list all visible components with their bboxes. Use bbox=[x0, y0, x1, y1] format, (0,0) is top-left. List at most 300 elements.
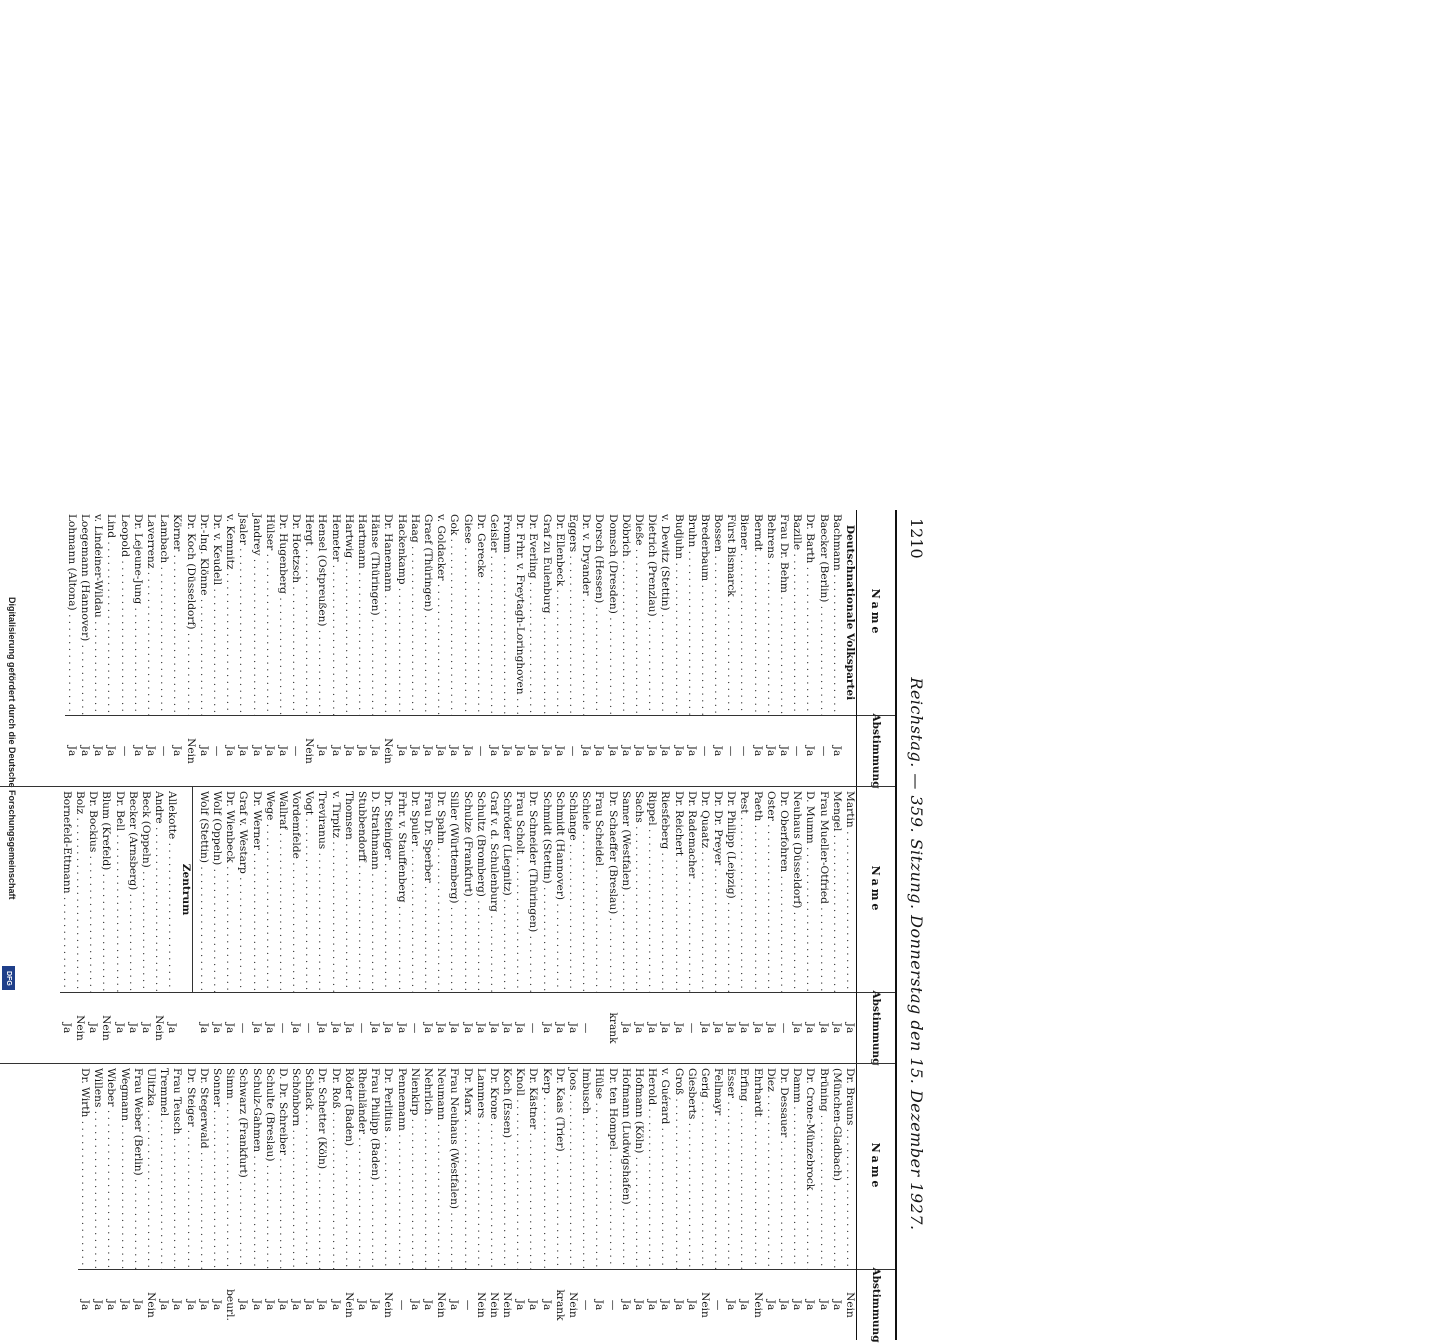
table-row bbox=[197, 1064, 210, 1340]
table-row bbox=[236, 787, 249, 1063]
table-row bbox=[658, 787, 671, 1063]
vote-value: Ja bbox=[778, 745, 791, 757]
column-header bbox=[856, 1064, 895, 1343]
member-name: Gok . . . bbox=[447, 510, 460, 716]
table-row bbox=[126, 787, 139, 1063]
vote-value: Ja bbox=[303, 1299, 316, 1311]
member-name: Dr. Frhr. v. Freytagh-Loringhoven . . . bbox=[513, 510, 526, 716]
member-name: Hofmann (Ludwigshafen) . . . bbox=[619, 1064, 632, 1270]
table-row bbox=[764, 510, 777, 786]
table-row bbox=[276, 510, 289, 786]
member-name: Groß . . . bbox=[671, 1064, 684, 1270]
table-row bbox=[711, 510, 724, 786]
member-name: Dr. Rademacher . . . bbox=[685, 787, 698, 993]
member-name: Ulitzka . . . bbox=[144, 1064, 157, 1270]
party-name: Deutschnationale Volkspartei bbox=[843, 510, 856, 716]
member-name: Pennemann . . . bbox=[394, 1064, 407, 1270]
table-row bbox=[513, 1064, 526, 1340]
vote-value: Ja bbox=[804, 1022, 817, 1034]
member-name: Blum (Krefeld) . . . bbox=[99, 787, 112, 993]
member-name: Rippel . . . bbox=[645, 787, 658, 993]
vote-value: Ja bbox=[131, 745, 144, 757]
vote-value: Ja bbox=[435, 1022, 448, 1034]
member-name: Wolf (Stettin) . . . bbox=[197, 787, 210, 993]
vote-value: — bbox=[778, 1022, 791, 1034]
member-name: Stubbendorff . . . bbox=[355, 787, 368, 993]
member-name: Dr. Kaas (Trier) . . . bbox=[553, 1064, 566, 1270]
vote-value: Ja bbox=[79, 745, 92, 757]
table-row bbox=[843, 787, 856, 1063]
vote-value: Ja bbox=[197, 1022, 210, 1034]
table-row bbox=[605, 1064, 618, 1340]
vote-value: Ja bbox=[540, 1022, 553, 1034]
vote-header: Abstimmung bbox=[870, 1267, 882, 1343]
vote-value: Ja bbox=[105, 1299, 118, 1311]
vote-value: Nein bbox=[153, 1015, 166, 1041]
table-row bbox=[790, 787, 803, 1063]
member-name: Dr. Wirth . . . bbox=[78, 1064, 91, 1270]
vote-value bbox=[843, 716, 856, 786]
table-row bbox=[751, 1064, 764, 1340]
table-row bbox=[579, 1064, 592, 1340]
vote-value: Ja bbox=[224, 1022, 237, 1034]
member-name: Dr. Marx . . . bbox=[460, 1064, 473, 1270]
table-row bbox=[197, 510, 210, 786]
vote-value: Ja bbox=[514, 1299, 527, 1311]
vote-value: Ja bbox=[290, 1299, 303, 1311]
vote-value bbox=[178, 993, 191, 1063]
member-name: Domsch (Dresden) . . . bbox=[605, 510, 618, 716]
table-row bbox=[99, 787, 112, 1063]
member-name: Knoll . . . bbox=[513, 1064, 526, 1270]
vote-value: Ja bbox=[422, 745, 434, 757]
vote-value: — bbox=[276, 1022, 289, 1034]
member-name: Dr. Spahn . . . bbox=[434, 787, 447, 993]
vote-value: Ja bbox=[804, 1299, 817, 1311]
member-name: Schulz-Gahmen . . . bbox=[249, 1064, 262, 1270]
vote-value: Ja bbox=[672, 745, 685, 757]
member-name: Dr. ten Hompel . . . bbox=[605, 1064, 618, 1270]
member-name: Lambach . . . bbox=[157, 510, 170, 716]
member-name: Hemeter . . . bbox=[329, 510, 342, 716]
table-row bbox=[764, 1064, 777, 1340]
table-row bbox=[157, 1064, 170, 1340]
vote-value: Ja bbox=[250, 745, 263, 757]
table-row bbox=[698, 787, 711, 1063]
vote-value: Ja bbox=[461, 745, 474, 757]
table-row bbox=[263, 510, 276, 786]
table-row bbox=[223, 510, 236, 786]
vote-value: beurl. bbox=[224, 1289, 237, 1321]
table-row bbox=[460, 510, 473, 786]
member-name: v. Lindeiner-Wildau . . . bbox=[91, 510, 104, 716]
table-row bbox=[830, 1064, 843, 1340]
table-row bbox=[447, 1064, 460, 1340]
vote-value: Ja bbox=[553, 745, 566, 757]
vote-value: Ja bbox=[329, 1022, 342, 1034]
vote-header: Abstimmung bbox=[870, 713, 882, 789]
member-name: Dr. Dr. Preyer . . . bbox=[711, 787, 724, 993]
vote-value: Ja bbox=[79, 1299, 92, 1311]
member-name: Körner . . . bbox=[170, 510, 183, 716]
table-row bbox=[553, 787, 566, 1063]
member-name: Martin . . . bbox=[843, 787, 856, 993]
member-name: Sonner . . . bbox=[210, 1064, 223, 1270]
name-header: Name bbox=[857, 510, 895, 716]
member-name: Kerp . . . bbox=[540, 1064, 553, 1270]
member-name: Geisler . . . bbox=[487, 510, 500, 716]
table-row bbox=[65, 510, 78, 786]
vote-value: Ja bbox=[356, 1299, 369, 1311]
table-row bbox=[249, 787, 262, 1063]
funding-credit-text: Digitalisierung gefördert durch die Deutsche Forschungsgemeinschaft bbox=[7, 597, 17, 900]
vote-value: Ja bbox=[263, 745, 276, 757]
member-name: Becker (Arnsberg) . . . bbox=[126, 787, 139, 993]
member-name: Erfing . . . bbox=[737, 1064, 750, 1270]
member-name: Esser . . . bbox=[724, 1064, 737, 1270]
table-row bbox=[315, 787, 328, 1063]
table-row bbox=[434, 787, 447, 1063]
vote-value: Nein bbox=[435, 1292, 448, 1318]
vote-value: Nein bbox=[567, 1292, 580, 1318]
member-name: Damm . . . bbox=[790, 1064, 803, 1270]
member-name: D. Strathmann . . . bbox=[368, 787, 381, 993]
page-number: 1210 bbox=[907, 518, 927, 559]
table-row bbox=[342, 1064, 355, 1340]
vote-value: — bbox=[580, 1022, 593, 1034]
table-row bbox=[183, 1064, 196, 1340]
member-name: Dr. Steiniger . . . bbox=[381, 787, 394, 993]
member-name: Bachmann . . . bbox=[830, 510, 843, 716]
member-name: Koch (Essen) . . . bbox=[500, 1064, 513, 1270]
member-name: Dr. Oberfohren . . . bbox=[777, 787, 790, 993]
table-row bbox=[540, 1064, 553, 1340]
member-name: Mengel . . . bbox=[830, 787, 843, 993]
member-name: Joos . . . bbox=[566, 1064, 579, 1270]
vote-value: Ja bbox=[263, 1299, 276, 1311]
table-row bbox=[60, 787, 73, 1063]
member-name: Dietrich (Prenzlau) . . . bbox=[645, 510, 658, 716]
table-row bbox=[223, 787, 236, 1063]
table-row bbox=[302, 510, 315, 786]
member-name: Pest . . . bbox=[737, 787, 750, 993]
member-name: Oster . . . bbox=[764, 787, 777, 993]
vote-value: Ja bbox=[316, 1299, 329, 1311]
vote-value: — bbox=[290, 745, 303, 757]
member-name: Frau Dr. Sperber . . . bbox=[421, 787, 434, 993]
table-row bbox=[500, 510, 513, 786]
vote-value: — bbox=[712, 1299, 725, 1311]
vote-value: Ja bbox=[685, 1299, 698, 1311]
member-name bbox=[192, 787, 197, 993]
vote-value: Ja bbox=[408, 1299, 421, 1311]
member-name: Laverrenz . . . bbox=[144, 510, 157, 716]
member-name: Fellmayr . . . bbox=[711, 1064, 724, 1270]
member-name: Dr. Hoetzsch . . . bbox=[289, 510, 302, 716]
table-row bbox=[500, 1064, 513, 1340]
table-row bbox=[86, 787, 99, 1063]
table-row bbox=[131, 510, 144, 786]
vote-value: Nein bbox=[100, 1015, 113, 1041]
member-name: Thomsen . . . bbox=[342, 787, 355, 993]
table-row bbox=[671, 510, 684, 786]
vote-value: Ja bbox=[263, 1022, 276, 1034]
vote-value: — bbox=[211, 745, 223, 757]
member-name: Dr. v. Dryander . . . bbox=[579, 510, 592, 716]
table-row bbox=[830, 510, 843, 786]
member-name: v. Goldacker . . . bbox=[434, 510, 447, 716]
member-name: Nehrlich . . . bbox=[421, 1064, 434, 1270]
vote-value: Ja bbox=[830, 745, 843, 757]
member-name: Lind . . . bbox=[104, 510, 117, 716]
vote-value: Ja bbox=[342, 745, 355, 757]
table-row bbox=[553, 510, 566, 786]
member-name: Paeth . . . bbox=[751, 787, 764, 993]
vote-value: krank bbox=[606, 1012, 619, 1044]
member-name: Hartwig . . . bbox=[342, 510, 355, 716]
table-row bbox=[724, 1064, 737, 1340]
vote-value: — bbox=[527, 1022, 540, 1034]
table-row bbox=[605, 787, 618, 1063]
member-name: Beck (Oppeln) . . . bbox=[139, 787, 152, 993]
vote-value: Ja bbox=[171, 745, 184, 757]
name-header: Name bbox=[857, 1064, 895, 1270]
vote-value: Ja bbox=[646, 745, 659, 757]
section-separator bbox=[192, 787, 197, 1063]
vote-value: Ja bbox=[276, 745, 289, 757]
vote-value: Ja bbox=[487, 745, 500, 757]
table-row bbox=[724, 787, 737, 1063]
member-name: Dr. Steiger . . . bbox=[183, 1064, 196, 1270]
table-row bbox=[526, 510, 539, 786]
vote-value: Ja bbox=[316, 745, 329, 757]
member-name: Dr. Hanemann . . . bbox=[381, 510, 394, 716]
table-row bbox=[263, 787, 276, 1063]
member-name: Jsaler . . . bbox=[236, 510, 249, 716]
table-row bbox=[381, 1064, 394, 1340]
member-name: Dr. Bell . . . bbox=[113, 787, 126, 993]
member-name: Dr. Lejeune-Jung . . . bbox=[131, 510, 144, 716]
table-row bbox=[526, 787, 539, 1063]
vote-value: Ja bbox=[764, 1299, 777, 1311]
vote-value: — bbox=[580, 1299, 593, 1311]
member-name: Giese . . . bbox=[460, 510, 473, 716]
table-row bbox=[394, 510, 407, 786]
member-name: Bossen . . . bbox=[711, 510, 724, 716]
vote-value: Ja bbox=[461, 1022, 474, 1034]
vote-value: Ja bbox=[540, 1299, 553, 1311]
member-name: Ehrhardt . . . bbox=[751, 1064, 764, 1270]
member-name: Dieße . . . bbox=[632, 510, 645, 716]
vote-value: Ja bbox=[60, 1022, 73, 1034]
table-row bbox=[803, 787, 816, 1063]
member-name: Dr. Gerecke . . . bbox=[474, 510, 487, 716]
table-row bbox=[170, 510, 183, 786]
page-title: Reichstag. — 359. Sitzung. Donnerstag den 15. Dezember 1927. bbox=[907, 677, 927, 1231]
member-name: Hänse (Thüringen) . . . bbox=[368, 510, 381, 716]
vote-value: Ja bbox=[764, 1022, 777, 1034]
table-row bbox=[394, 787, 407, 1063]
member-name: Dr. Spuler . . . bbox=[408, 787, 421, 993]
name-header: Name bbox=[857, 787, 895, 993]
member-name: Dr. Ellenbeck . . . bbox=[553, 510, 566, 716]
table-row bbox=[764, 787, 777, 1063]
vote-value: Ja bbox=[817, 1299, 830, 1311]
table-row bbox=[289, 787, 302, 1063]
member-name: Schlack . . . bbox=[302, 1064, 315, 1270]
table-row bbox=[104, 1064, 117, 1340]
vote-value: Ja bbox=[830, 1299, 843, 1311]
member-name: Hofmann (Köln) . . . bbox=[632, 1064, 645, 1270]
member-name: Hülser . . . bbox=[263, 510, 276, 716]
vote-value: Ja bbox=[395, 1022, 408, 1034]
member-name: Schulze (Frankfurt) . . . bbox=[460, 787, 473, 993]
member-name: Vogt . . . bbox=[302, 787, 315, 993]
member-name: Eggers . . . bbox=[566, 510, 579, 716]
member-name: Dr. Koch (Düsseldorf) . . . bbox=[183, 510, 196, 716]
vote-value: Nein bbox=[751, 1292, 764, 1318]
vote-value: — bbox=[395, 1299, 408, 1311]
vote-value: Ja bbox=[764, 745, 777, 757]
member-name: Schmidt (Stettin) . . . bbox=[540, 787, 553, 993]
member-name: Riesfeberg . . . bbox=[658, 787, 671, 993]
member-name: Dr. Schaeffer (Breslau) . . . bbox=[605, 787, 618, 993]
table-row bbox=[355, 787, 368, 1063]
table-row bbox=[302, 787, 315, 1063]
table-row bbox=[289, 510, 302, 786]
table-row bbox=[487, 1064, 500, 1340]
vote-value: Ja bbox=[105, 745, 118, 757]
table-row bbox=[408, 510, 421, 786]
vote-value: Ja bbox=[197, 1299, 210, 1311]
table-row bbox=[685, 510, 698, 786]
table-row bbox=[157, 510, 170, 786]
member-name: Siller (Württemberg) . . . bbox=[447, 787, 460, 993]
vote-value: Ja bbox=[237, 745, 250, 757]
vote-value bbox=[592, 993, 605, 1063]
table-row bbox=[236, 1064, 249, 1340]
member-name: v. Kemnitz . . . bbox=[223, 510, 236, 716]
member-name: Schiele . . . bbox=[579, 787, 592, 993]
table-row bbox=[737, 1064, 750, 1340]
member-name: Neumann . . . bbox=[434, 1064, 447, 1270]
table-row bbox=[513, 510, 526, 786]
member-name: Dr. Krone . . . bbox=[487, 1064, 500, 1270]
table-row bbox=[223, 1064, 236, 1340]
vote-value: Ja bbox=[276, 1299, 289, 1311]
vote-value: Nein bbox=[844, 1292, 856, 1318]
member-name: Hackenkamp . . . bbox=[394, 510, 407, 716]
vote-value: Nein bbox=[303, 738, 316, 764]
member-name: Hensel (Ostpreußen) . . . bbox=[315, 510, 328, 716]
table-row bbox=[447, 787, 460, 1063]
member-name: Baecker (Berlin) . . . bbox=[816, 510, 829, 716]
table-row bbox=[329, 1064, 342, 1340]
table-row bbox=[685, 1064, 698, 1340]
vote-column-2 bbox=[0, 786, 895, 1066]
vote-value: Ja bbox=[646, 1022, 659, 1034]
member-name: Frau Philipp (Baden) . . . bbox=[368, 1064, 381, 1270]
table-row bbox=[579, 510, 592, 786]
vote-value: — bbox=[356, 1022, 369, 1034]
table-row bbox=[566, 1064, 579, 1340]
vote-value: — bbox=[158, 745, 171, 757]
table-row bbox=[210, 1064, 223, 1340]
member-name: Bornefeld-Ettmann . . . bbox=[60, 787, 73, 993]
member-name: Tremmel . . . bbox=[157, 1064, 170, 1270]
vote-value: Ja bbox=[593, 745, 606, 757]
member-name: Dr. Philipp (Leipzig) . . . bbox=[724, 787, 737, 993]
dfg-logo: DFG bbox=[2, 966, 15, 990]
vote-value: Ja bbox=[237, 1299, 250, 1311]
table-row bbox=[711, 1064, 724, 1340]
vote-value: Ja bbox=[540, 745, 553, 757]
member-name: Schröder (Liegnitz) . . . bbox=[500, 787, 513, 993]
vote-value: Ja bbox=[527, 1299, 540, 1311]
table-row bbox=[474, 787, 487, 1063]
member-name: Graef (Thüringen) . . . bbox=[421, 510, 434, 716]
table-row bbox=[152, 787, 165, 1063]
member-name: Wolf (Oppeln) . . . bbox=[210, 787, 223, 993]
member-name: Dr. Wienbeck . . . bbox=[223, 787, 236, 993]
member-name: Wegmann . . . bbox=[118, 1064, 131, 1270]
member-name: Budjuhn . . . bbox=[671, 510, 684, 716]
member-name: Bazille . . . bbox=[790, 510, 803, 716]
table-row bbox=[170, 1064, 183, 1340]
table-row bbox=[843, 1064, 856, 1340]
vote-value: Ja bbox=[369, 1022, 382, 1034]
vote-value: Ja bbox=[113, 1022, 126, 1034]
vote-value: Ja bbox=[329, 1299, 342, 1311]
table-row bbox=[355, 1064, 368, 1340]
table-row bbox=[579, 787, 592, 1063]
table-row bbox=[592, 1064, 605, 1340]
vote-value: Ja bbox=[395, 745, 408, 757]
vote-value: Ja bbox=[672, 1022, 685, 1034]
table-row bbox=[737, 787, 750, 1063]
vote-value: Ja bbox=[567, 1022, 580, 1034]
table-row bbox=[368, 510, 381, 786]
vote-value: — bbox=[817, 745, 830, 757]
member-name: Schlange . . . bbox=[566, 787, 579, 993]
member-name: Fromm . . . bbox=[500, 510, 513, 716]
table-row bbox=[540, 510, 553, 786]
vote-value: Nein bbox=[501, 1292, 514, 1318]
vote-value: Ja bbox=[316, 1022, 329, 1034]
member-name: Dr. Kästner . . . bbox=[526, 1064, 539, 1270]
member-name: Behrens . . . bbox=[764, 510, 777, 716]
table-row bbox=[816, 787, 829, 1063]
table-row bbox=[394, 1064, 407, 1340]
table-row bbox=[460, 1064, 473, 1340]
member-name: Dr. Everling . . . bbox=[526, 510, 539, 716]
vote-value: Ja bbox=[422, 1022, 434, 1034]
table-row bbox=[315, 1064, 328, 1340]
vote-value: — bbox=[791, 745, 804, 757]
member-name: Dr. Perlitius . . . bbox=[381, 1064, 394, 1270]
table-row bbox=[342, 510, 355, 786]
member-name: Hergt . . . bbox=[302, 510, 315, 716]
vote-value: Ja bbox=[435, 745, 448, 757]
member-name: Dr. Roß . . . bbox=[329, 1064, 342, 1270]
table-row bbox=[605, 510, 618, 786]
member-name: Diez . . . bbox=[764, 1064, 777, 1270]
vote-value: Ja bbox=[369, 745, 382, 757]
vote-value: Ja bbox=[791, 1022, 804, 1034]
member-name: Frau Weber (Berlin) . . . bbox=[131, 1064, 144, 1270]
member-name: Berndt . . . bbox=[751, 510, 764, 716]
vote-value: Ja bbox=[369, 1299, 382, 1311]
